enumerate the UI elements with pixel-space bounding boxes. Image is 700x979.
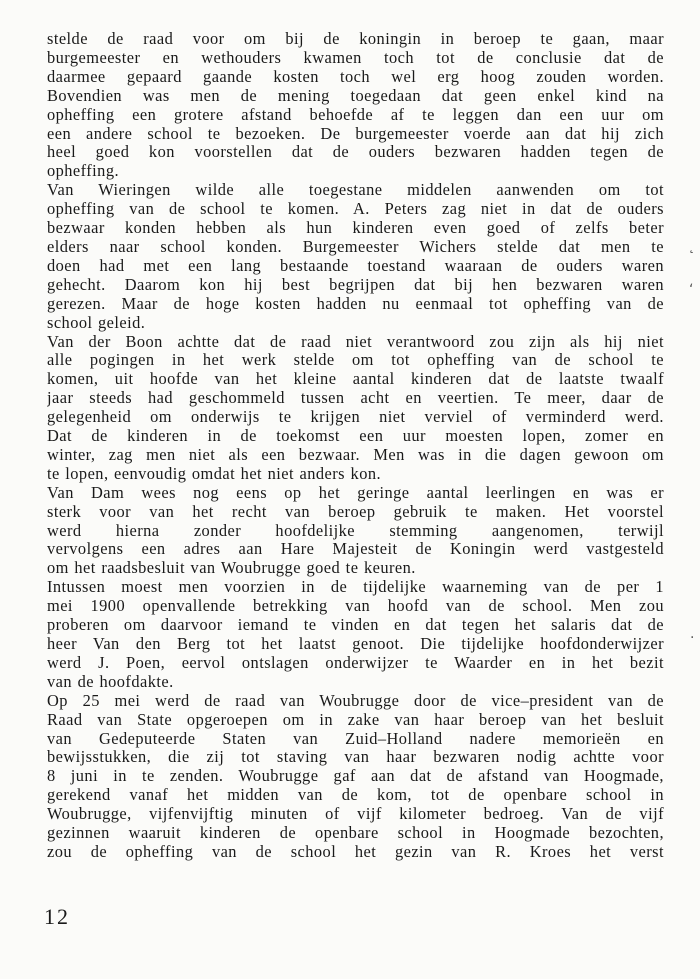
text-line: komen, uit hoofde van het kleine aantal kinderen dat de laatste twaalf <box>47 370 664 389</box>
text-line: mei 1900 openvallende betrekking van hoofd van de school. Men zou <box>47 597 664 616</box>
paragraph <box>47 578 664 691</box>
text-line: bewijsstukken, die zij tot staving van haar bezwaren nodig achtte voor <box>47 748 664 767</box>
text-line: heer Van den Berg tot het laatst genoot. Die tijdelijke hoofdonderwijzer <box>47 635 664 653</box>
text-line: om het raadsbesluit van Woubrugge goed te keuren. <box>47 559 416 578</box>
text-line: 8 juni in te zenden. Woubrugge gaf aan dat de afstand van Hoogmade, <box>47 767 664 786</box>
text-line: Bovendien was men de mening toegedaan dat geen enkel kind na <box>47 86 664 105</box>
scan-mark-icon: · <box>690 630 695 646</box>
text-line: werd J. Poen, eervol ontslagen onderwijzer te Waarder en in het bezit <box>47 653 664 672</box>
text-line: opheffing van de school te komen. A. Peters zag niet in dat de ouders <box>47 200 664 219</box>
paragraph <box>47 692 664 862</box>
text-line: gehecht. Daarom kon hij best begrijpen dat bij hen bezwaren waren <box>47 275 664 294</box>
text-line: daarmee gepaard gaande kosten toch wel erg hoog zouden worden. <box>47 67 664 86</box>
paragraph <box>47 484 664 579</box>
text-line: werd hierna zonder hoofdelijke stemming aangenomen, terwijl <box>47 521 664 540</box>
paragraph <box>47 30 664 181</box>
text-line: heel goed kon voorstellen dat de ouders bezwaren hadden tegen de <box>47 143 664 162</box>
text-line: vervolgens een adres aan Hare Majesteit de Koningin werd vastgesteld <box>47 540 664 559</box>
text-line: elders naar school konden. Burgemeester Wichers stelde dat men te <box>47 237 664 256</box>
text-line: jaar steeds had geschommeld tussen acht en veertien. Te meer, daar de <box>47 389 664 408</box>
text-line: Dat de kinderen in de toekomst een uur moesten lopen, zomer en <box>47 427 664 446</box>
text-line: burgemeester en wethouders kwamen toch tot de conclusie dat de <box>47 48 664 67</box>
body-text <box>47 30 664 862</box>
text-line: Op 25 mei werd de raad van Woubrugge door de vice–president van de <box>47 691 664 710</box>
text-line: zou de opheffing van de school het gezin van R. Kroes het verst <box>47 842 664 861</box>
text-line: bezwaar konden hebben als hun kinderen even goed of zelfs beter <box>47 219 664 238</box>
text-line: stelde de raad voor om bij de koningin in beroep te gaan, maar <box>47 30 664 48</box>
text-line: school geleid. <box>47 313 146 332</box>
text-line: een andere school te bezoeken. De burgemeester voerde aan dat hij zich <box>47 124 664 143</box>
text-line: Woubrugge, vijfenvijftig minuten of vijf kilometer bedroeg. Van de vijf <box>47 805 664 824</box>
text-line: te lopen, eenvoudig omdat het niet anders kon. <box>47 464 382 483</box>
text-line: van Gedeputeerde Staten van Zuid–Holland nadere memorieën en <box>47 729 664 748</box>
paragraph <box>47 333 664 484</box>
text-line: gerekend vanaf het midden van de kom, tot de openbare school in <box>47 786 664 805</box>
text-line: Raad van State opgeroepen om in zake van haar beroep van het besluit <box>47 710 664 729</box>
text-line: gezinnen waaruit kinderen de openbare school in Hoogmade bezochten, <box>47 824 664 843</box>
text-line: alle pogingen in het werk stelde om tot opheffing van de school te <box>47 351 664 370</box>
text-line: opheffing. <box>47 162 120 181</box>
text-line: Van Dam wees nog eens op het geringe aantal leerlingen en was er <box>47 483 664 502</box>
page-number: 12 <box>44 904 70 929</box>
text-line: opheffing een grotere afstand behoefde af te leggen dan een uur om <box>47 105 664 124</box>
text-line: proberen om daarvoor iemand te vinden en dat tegen het salaris dat de <box>47 616 664 635</box>
text-line: doen had met een lang bestaande toestand waaraan de ouders waren <box>47 256 664 275</box>
scan-mark-icon: ‘ <box>689 282 694 298</box>
text-line: sterk voor van het recht van beroep gebruik te maken. Het voorstel <box>47 502 664 521</box>
text-line: Van Wieringen wilde alle toegestane middelen aanwenden om tot <box>47 181 664 200</box>
scan-mark-icon: ˛ <box>688 238 695 254</box>
text-line: van de hoofdakte. <box>47 672 174 691</box>
text-line: gerezen. Maar de hoge kosten hadden nu eenmaal tot opheffing van de <box>47 294 664 313</box>
text-line: winter, zag men niet als een bezwaar. Men was in die dagen gewoon om <box>47 445 664 464</box>
text-line: gelegenheid om onderwijs te krijgen niet verviel of verminderd werd. <box>47 408 664 427</box>
text-line: Van der Boon achtte dat de raad niet verantwoord zou zijn als hij niet <box>47 332 664 351</box>
text-line: Intussen moest men voorzien in de tijdelijke waarneming van de per 1 <box>47 578 664 597</box>
paragraph <box>47 181 664 332</box>
